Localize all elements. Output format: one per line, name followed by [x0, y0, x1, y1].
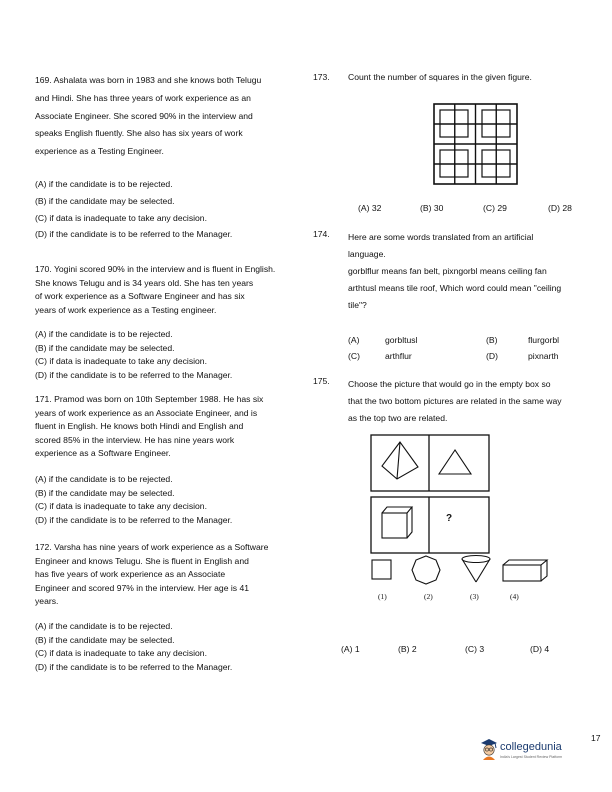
question-174-number: 174.	[313, 229, 330, 239]
figure-label-3: (3)	[470, 592, 479, 601]
cube-shape	[382, 507, 412, 538]
q174-option-a-word: gorbltusl	[385, 335, 418, 345]
question-172-options	[35, 620, 232, 674]
question-172-line: years.	[35, 596, 59, 606]
question-170-line: 170. Yogini scored 90% in the interview and is fluent in English.	[35, 264, 276, 274]
q175-option-a: (A) 1	[341, 644, 360, 654]
question-171-line: scored 85% in the interview. He has nine years work	[35, 434, 235, 445]
option-c: (C) if data is inadequate to take any decision.	[35, 501, 207, 511]
option-d: (D) if the candidate is to be referred to the Manager.	[35, 661, 233, 672]
q174-option-a-letter: (A)	[348, 335, 360, 345]
q173-option-a: (A) 32	[358, 203, 382, 213]
question-175-number: 175.	[313, 376, 330, 386]
q173-option-b: (B) 30	[420, 203, 444, 213]
question-172-line: 172. Varsha has nine years of work experience as a Software	[35, 542, 269, 552]
cone-shape	[462, 556, 490, 583]
question-171-line: experience as a Software Engineer.	[35, 448, 171, 458]
q175-option-c: (C) 3	[465, 644, 485, 654]
q175-option-d: (D) 4	[530, 644, 550, 654]
q174-option-b-letter: (B)	[486, 335, 498, 345]
question-169-line: experience as a Testing Engineer.	[35, 146, 164, 157]
option-b: (B) if the candidate may be selected.	[35, 342, 175, 353]
question-170	[35, 263, 275, 317]
question-171	[35, 393, 263, 461]
analogy-top-box	[371, 435, 489, 491]
question-172-line: Engineer and scored 97% in the interview. Her age is 41	[35, 582, 250, 593]
question-170-line: of work experience as a Software Engineer and has six	[35, 291, 245, 301]
triangle-shape	[439, 450, 471, 474]
question-173-number: 173.	[313, 72, 330, 82]
cuboid-shape	[503, 560, 547, 581]
q175-option-b: (B) 2	[398, 644, 417, 654]
question-mark: ?	[446, 513, 453, 524]
question-174-line: Here are some words translated from an artificial	[348, 232, 534, 242]
option-c: (C) if data is inadequate to take any decision.	[35, 648, 207, 658]
q173-option-c: (C) 29	[483, 203, 507, 213]
question-169-line: 169. Ashalata was born in 1983 and she knows both Telugu	[35, 75, 262, 85]
question-171-line: 171. Pramod was born on 10th September 1988. He has six	[35, 394, 264, 404]
q174-option-d-letter: (D)	[486, 351, 498, 361]
square-shape	[372, 560, 391, 579]
question-174-line: tile"?	[348, 300, 367, 310]
question-172-line: Engineer and knows Telugu. She is fluent in English and	[35, 555, 249, 566]
option-a: (A) if the candidate is to be rejected.	[35, 329, 173, 339]
option-c: (C) if data is inadequate to take any decision.	[35, 212, 207, 223]
brand-logo: collegedunia	[500, 741, 562, 753]
figure-label-2: (2)	[424, 592, 433, 601]
question-174-text	[348, 229, 561, 314]
question-175-text	[348, 376, 562, 427]
figure-label-1: (1)	[378, 592, 387, 601]
option-d: (D) if the candidate is to be referred to the Manager.	[35, 369, 233, 380]
page-number: 17	[591, 733, 601, 743]
option-c: (C) if data is inadequate to take any decision.	[35, 356, 207, 366]
question-169	[35, 72, 261, 161]
q174-option-b-word: flurgorbl	[528, 335, 560, 345]
question-169-line: Associate Engineer. She scored 90% in the interview and	[35, 110, 253, 121]
squares-grid-figure	[433, 103, 518, 185]
q174-option-c-letter: (C)	[348, 351, 360, 361]
q173-option-d: (D) 28	[548, 203, 572, 213]
q174-option-c-word: arthflur	[385, 351, 412, 361]
option-a: (A) if the candidate is to be rejected.	[35, 179, 173, 189]
q174-option-d-word: pixnarth	[528, 351, 559, 361]
option-a: (A) if the candidate is to be rejected.	[35, 621, 173, 631]
question-169-line: and Hindi. She has three years of work experience as an	[35, 92, 251, 103]
option-b: (B) if the candidate may be selected.	[35, 195, 175, 206]
pyramid-shape	[382, 442, 418, 479]
question-172	[35, 541, 268, 609]
question-174-line: arthtusl means tile roof, Which word could mean "ceiling	[348, 283, 562, 293]
option-b: (B) if the candidate may be selected.	[35, 487, 175, 498]
mascot-logo-icon	[478, 737, 500, 761]
question-170-line: years of work experience as a Testing engineer.	[35, 304, 217, 315]
question-170-options	[35, 328, 232, 382]
question-170-line: She knows Telugu and is 34 years old. She has ten years	[35, 277, 254, 288]
question-169-line: speaks English fluently. She also has six years of work	[35, 128, 243, 139]
option-a: (A) if the candidate is to be rejected.	[35, 474, 173, 484]
option-d: (D) if the candidate is to be referred to the Manager.	[35, 229, 233, 240]
brand-tagline: India's Largest Student Review Platform	[500, 755, 563, 759]
question-173-text: Count the number of squares in the given figure.	[348, 72, 532, 82]
question-169-options	[35, 176, 232, 243]
question-175-line: as the top two are related.	[348, 413, 448, 423]
figure-label-4: (4)	[510, 592, 519, 601]
analogy-figure	[370, 434, 490, 554]
option-b: (B) if the candidate may be selected.	[35, 634, 175, 645]
question-174-line: language.	[348, 249, 386, 259]
question-174-line: gorblflur means fan belt, pixngorbl means ceiling fan	[348, 266, 547, 276]
octagon-shape	[412, 556, 440, 584]
question-175-line: that the two bottom pictures are related in the same way	[348, 396, 562, 406]
answer-figures	[368, 552, 553, 586]
option-d: (D) if the candidate is to be referred to the Manager.	[35, 514, 233, 525]
question-171-line: years of work experience as an Associate Engineer, and is	[35, 407, 258, 418]
question-171-line: fluent in English. He knows both Hindi and English and	[35, 421, 244, 431]
question-175-line: Choose the picture that would go in the empty box so	[348, 379, 551, 389]
analogy-bottom-box	[371, 497, 489, 553]
question-172-line: has five years of work experience as an Associate	[35, 569, 226, 579]
question-171-options	[35, 473, 232, 527]
